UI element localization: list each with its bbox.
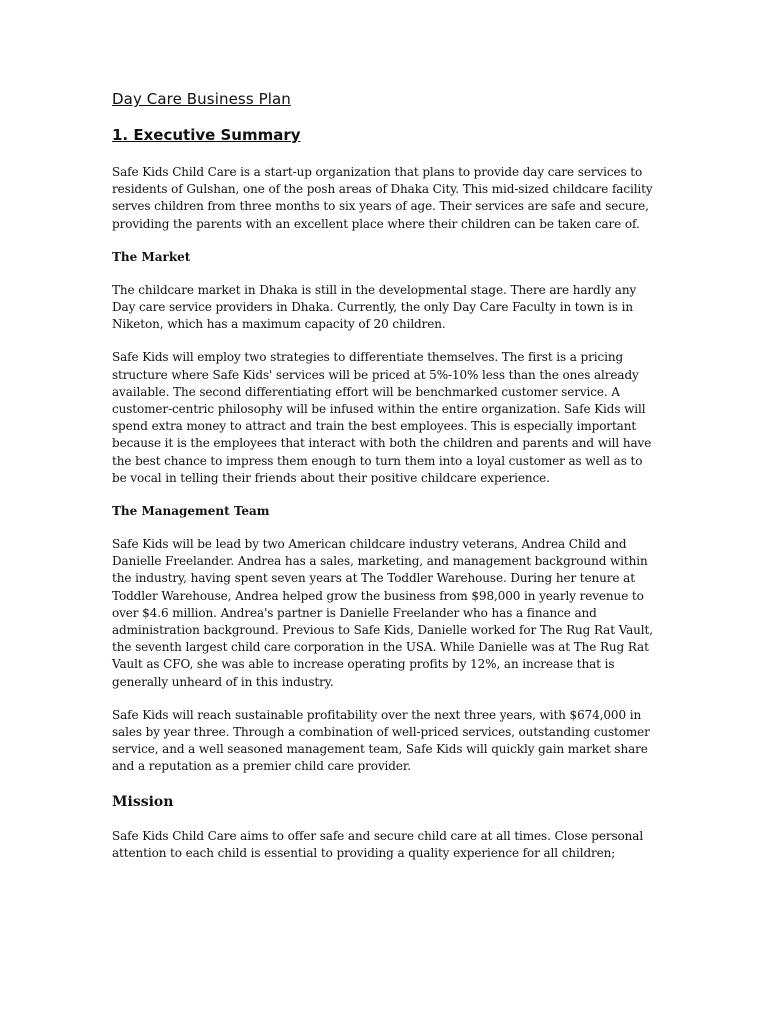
document-title: Day Care Business Plan	[112, 90, 291, 108]
market-paragraph-1: The childcare market in Dhaka is still in the developmental stage. There are hardly any Day care service providers in Dhaka. Currently, the only Day Care Faculty in town is in Niketon, which has a maximum capacity of 20 children.	[112, 282, 637, 332]
management-paragraph-2: Safe Kids will reach sustainable profitability over the next three years, with $674,000 in sales by year three. Through a combination of well-priced services, outstanding customer service, and a well seasoned management team, Safe Kids will quickly gain market share and a reputation as a premier child care provider.	[112, 707, 650, 774]
mission-paragraph-1: Safe Kids Child Care aims to offer safe and secure child care at all times. Close personal attention to each child is essential to providing a quality experience for all children;	[112, 828, 644, 860]
section-title-executive-summary: 1. Executive Summary	[112, 126, 301, 144]
mission-heading: Mission	[112, 793, 174, 810]
management-paragraph-1: Safe Kids will be lead by two American childcare industry veterans, Andrea Child and Danielle Freelander. Andrea has a sales, marketing, and management background within the industry, having spent seven years at The Toddler Warehouse. During her tenure at Toddler Warehouse, Andrea helped grow the business from $98,000 in yearly revenue to over $4.6 million. Andrea's partner is Danielle Freelander who has a finance and administration background. Previous to Safe Kids, Danielle worked for The Rug Rat Vault, the seventh largest child care corporation in the USA. While Danielle was at The Rug Rat Vault as CFO, she was able to increase operating profits by 12%, an increase that is generally unheard of in this industry.	[112, 537, 653, 689]
market-heading: The Market	[112, 249, 191, 264]
management-heading: The Management Team	[112, 504, 270, 519]
intro-paragraph: Safe Kids Child Care is a start-up organization that plans to provide day care services to residents of Gulshan, one of the posh areas of Dhaka City. This mid-sized childcare facility serves children from three months to six years of age. Their services are safe and secure, providing the parents with an excellent place where their children can be taken care of.	[112, 165, 653, 231]
document-page	[112, 88, 657, 862]
market-paragraph-2: Safe Kids will employ two strategies to differentiate themselves. The first is a pricing structure where Safe Kids' services will be priced at 5%-10% less than the ones already available. The second differentiating effort will be benchmarked customer service. A customer-centric philosophy will be infused within the entire organization. Safe Kids will spend extra money to attract and train the best employees. This is especially important because it is the employees that interact with both the children and parents and will have the best chance to impress them enough to turn them into a loyal customer as well as to be vocal in telling their friends about their positive childcare experience.	[112, 350, 652, 485]
